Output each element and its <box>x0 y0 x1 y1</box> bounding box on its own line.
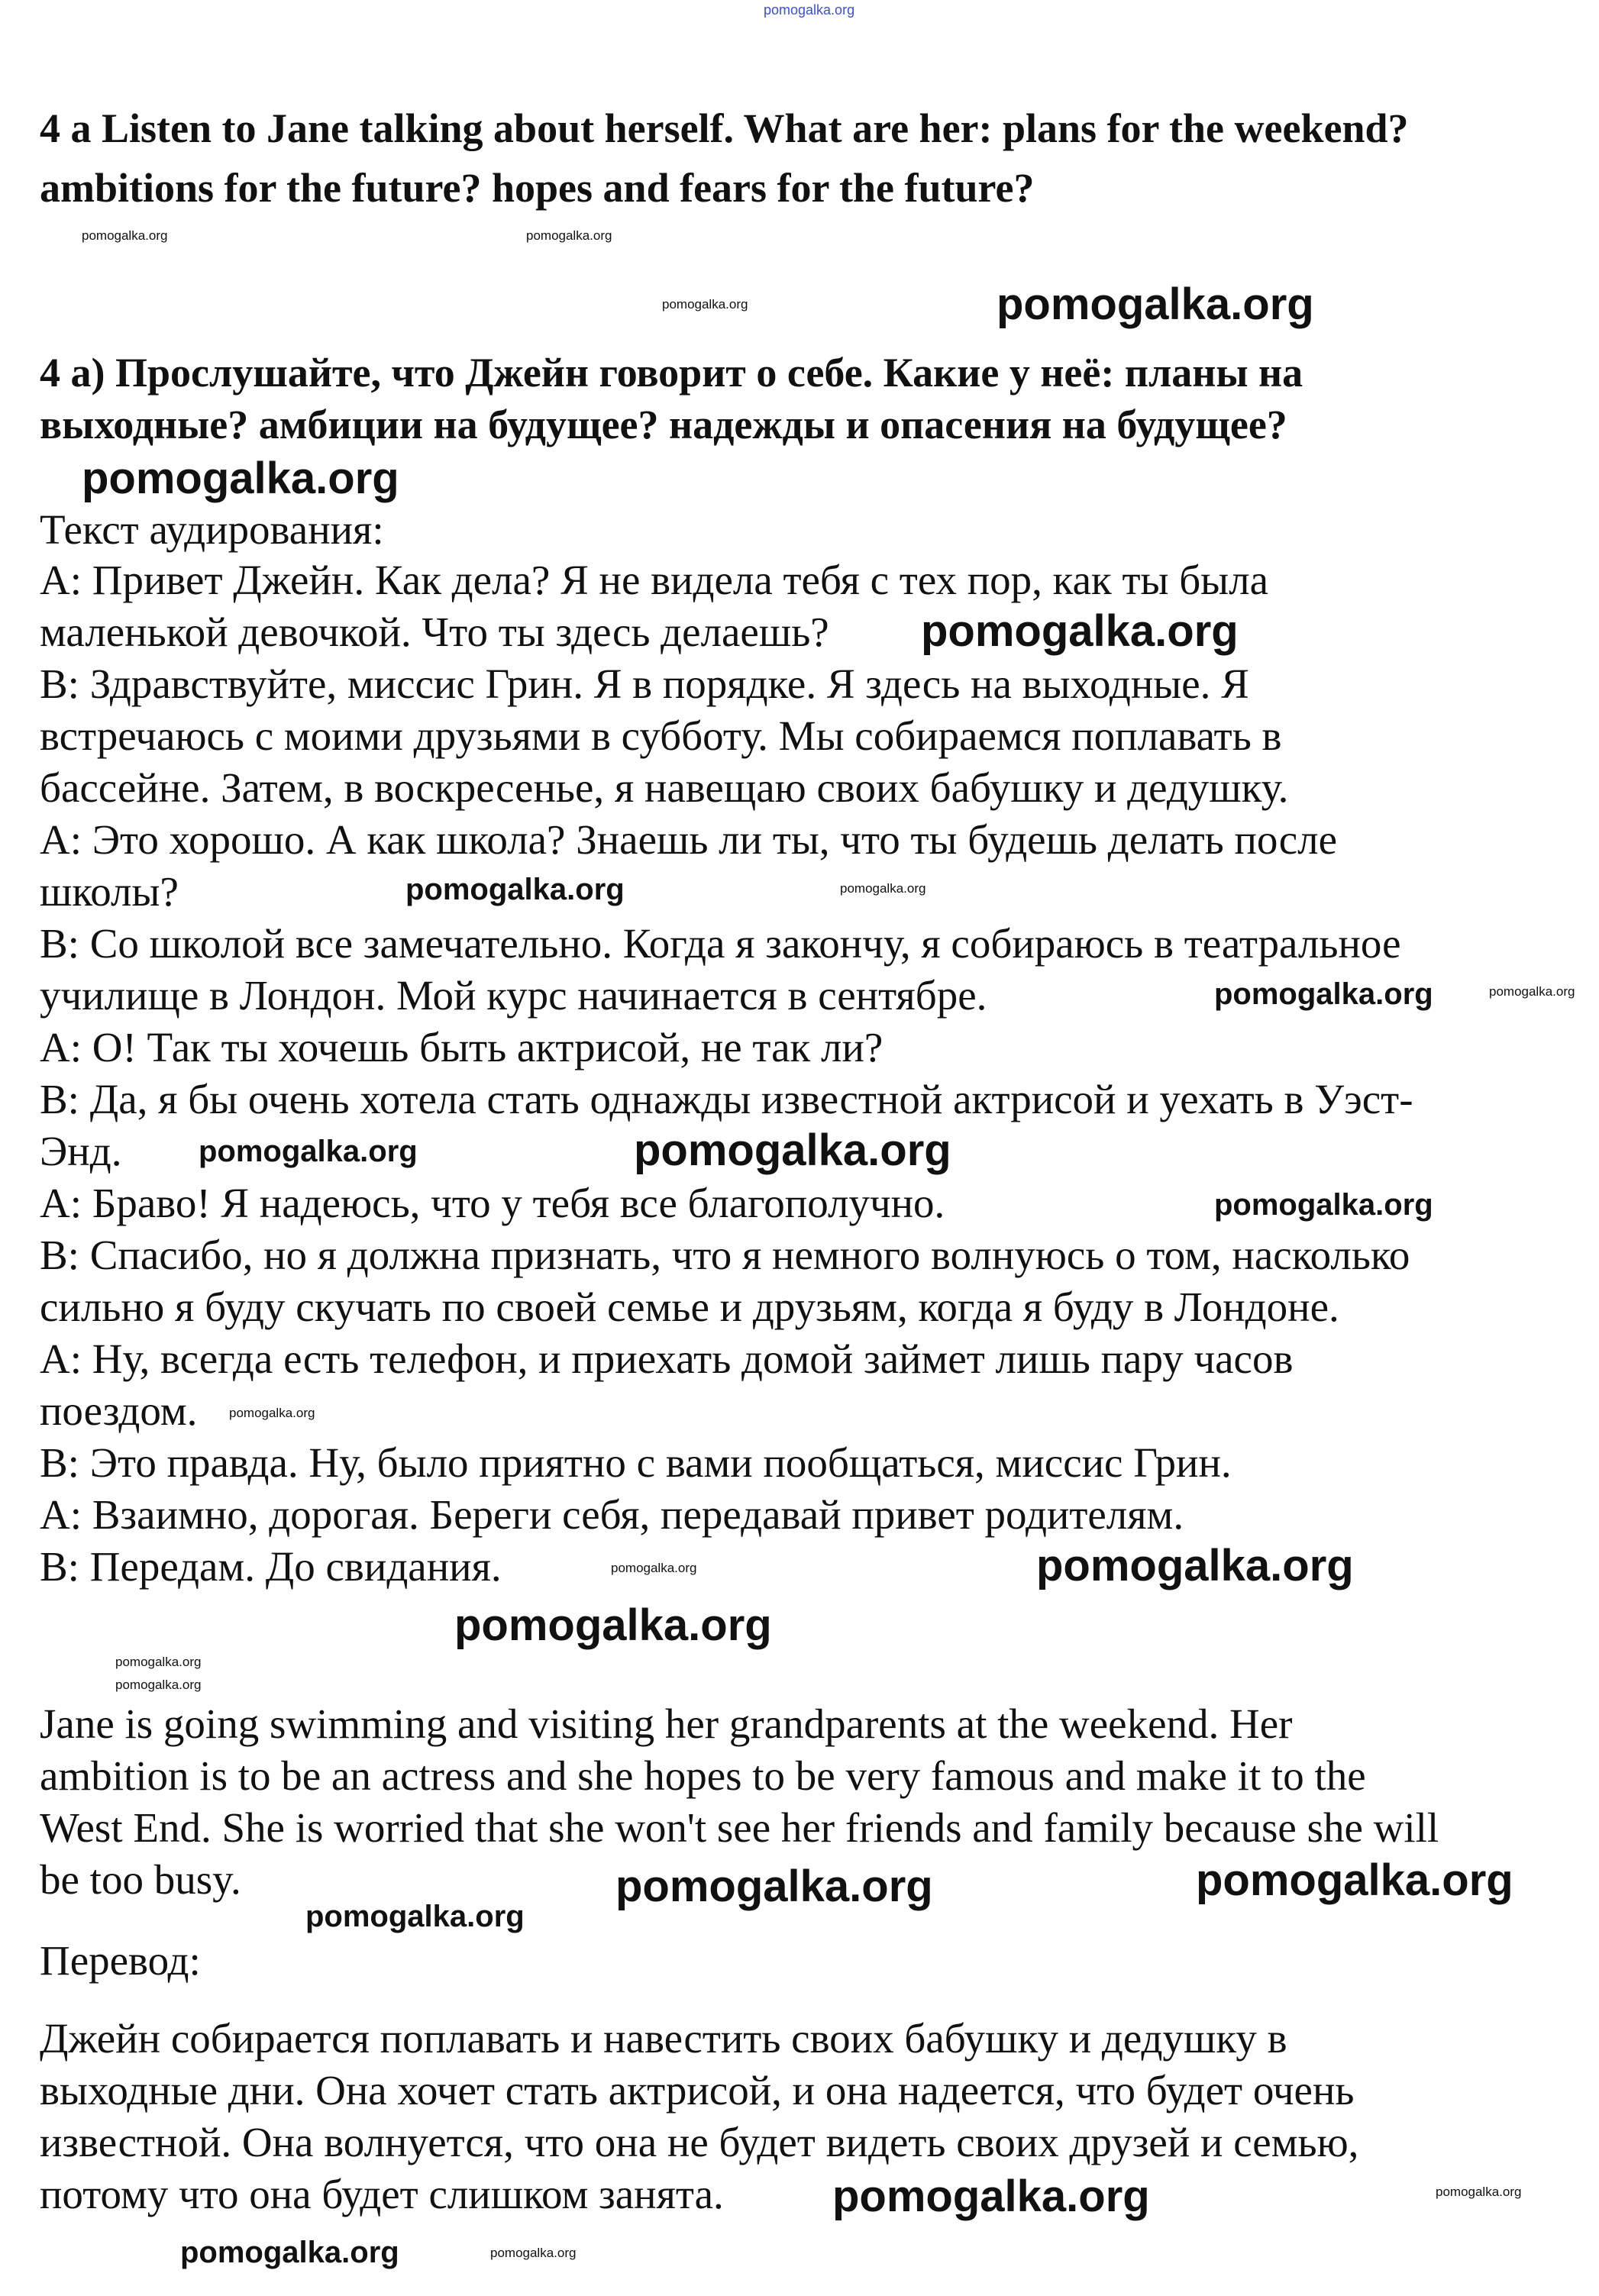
transcript-line: В: Со школой все замечательно. Когда я закончу, я собираюсь в театральное <box>40 920 1401 967</box>
transcript-line: сильно я буду скучать по своей семье и друзьям, когда я буду в Лондоне. <box>40 1284 1339 1330</box>
transcript-line: встречаюсь с моими друзьями в субботу. Мы собираемся поплавать в <box>40 712 1282 759</box>
translation-label: Перевод: <box>40 1937 201 1984</box>
transcript-line: В: Да, я бы очень хотела стать однажды известной актрисой и уехать в Уэст- <box>40 1076 1413 1122</box>
answer-line: Jane is going swimming and visiting her grandparents at the weekend. Her <box>40 1700 1293 1747</box>
task-heading-ru-line: выходные? амбиции на будущее? надежды и опасения на будущее? <box>40 402 1287 447</box>
transcript-line: А: Это хорошо. А как школа? Знаешь ли ты, что ты будешь делать после <box>40 816 1338 863</box>
watermark: pomogalka.org <box>82 228 168 243</box>
watermark: pomogalka.org <box>405 873 625 906</box>
watermark: pomogalka.org <box>611 1561 697 1575</box>
watermark: pomogalka.org <box>764 2 855 18</box>
transcript-line: А: Браво! Я надеюсь, что у тебя все благополучно. <box>40 1180 945 1226</box>
transcript-line: училище в Лондон. Мой курс начинается в сентябре. <box>40 972 987 1019</box>
watermark: pomogalka.org <box>490 2246 577 2260</box>
transcript-line: В: Это правда. Ну, было приятно с вами пообщаться, миссис Грин. <box>40 1439 1232 1486</box>
watermark: pomogalka.org <box>615 1862 933 1911</box>
translation-line: Джейн собирается поплавать и навестить своих бабушку и дедушку в <box>40 2015 1287 2062</box>
task-heading-en-line: 4 a Listen to Jane talking about herself. What are her: plans for the weekend? <box>40 105 1409 151</box>
watermark: pomogalka.org <box>180 2236 399 2269</box>
transcript-line: А: Ну, всегда есть телефон, и приехать домой займет лишь пару часов <box>40 1335 1294 1382</box>
transcript-line: маленькой девочкой. Что ты здесь делаешь? <box>40 609 829 655</box>
watermark: pomogalka.org <box>921 606 1239 656</box>
task-heading-ru-line: 4 а) Прослушайте, что Джейн говорит о себе. Какие у неё: планы на <box>40 350 1303 396</box>
watermark: pomogalka.org <box>997 279 1314 329</box>
watermark: pomogalka.org <box>229 1406 315 1420</box>
transcript-line: В: Передам. До свидания. <box>40 1543 502 1590</box>
task-heading-en-line: ambitions for the future? hopes and fears for the future? <box>40 165 1035 211</box>
watermark: pomogalka.org <box>840 881 926 896</box>
watermark: pomogalka.org <box>634 1125 951 1175</box>
transcript-line: А: Привет Джейн. Как дела? Я не видела тебя с тех пор, как ты была <box>40 557 1268 603</box>
translation-line: известной. Она волнуется, что она не будет видеть своих друзей и семью, <box>40 2119 1359 2165</box>
watermark: pomogalka.org <box>1214 977 1433 1011</box>
watermark: pomogalka.org <box>526 228 612 243</box>
transcript-line: бассейне. Затем, в воскресенье, я навещаю своих бабушку и дедушку. <box>40 764 1289 811</box>
watermark: pomogalka.org <box>1489 984 1575 999</box>
transcript-line: поездом. <box>40 1387 198 1434</box>
transcript-line: А: Взаимно, дорогая. Береги себя, передавай привет родителям. <box>40 1491 1184 1538</box>
watermark: pomogalka.org <box>1036 1541 1354 1590</box>
answer-line: ambition is to be an actress and she hopes to be very famous and make it to the <box>40 1752 1366 1799</box>
watermark: pomogalka.org <box>1196 1855 1513 1905</box>
transcript-line: В: Спасибо, но я должна признать, что я немного волнуюсь о том, насколько <box>40 1232 1410 1278</box>
watermark: pomogalka.org <box>454 1600 772 1650</box>
watermark: pomogalka.org <box>82 454 399 503</box>
answer-line: West End. She is worried that she won't see her friends and family because she will <box>40 1804 1439 1851</box>
translation-line: выходные дни. Она хочет стать актрисой, и она надеется, что будет очень <box>40 2067 1355 2114</box>
watermark: pomogalka.org <box>115 1655 202 1669</box>
transcript-line: А: О! Так ты хочешь быть актрисой, не так ли? <box>40 1024 883 1070</box>
transcript-line: В: Здравствуйте, миссис Грин. Я в порядке. Я здесь на выходные. Я <box>40 660 1249 707</box>
watermark: pomogalka.org <box>1436 2185 1522 2199</box>
watermark: pomogalka.org <box>1214 1188 1433 1222</box>
watermark: pomogalka.org <box>662 297 748 312</box>
watermark: pomogalka.org <box>115 1678 202 1692</box>
translation-line: потому что она будет слишком занята. <box>40 2171 724 2217</box>
answer-line: be too busy. <box>40 1856 241 1903</box>
transcript-line: школы? <box>40 868 179 915</box>
watermark: pomogalka.org <box>832 2172 1150 2221</box>
transcript-label: Текст аудирования: <box>40 506 384 553</box>
watermark: pomogalka.org <box>199 1135 418 1168</box>
watermark: pomogalka.org <box>305 1900 525 1933</box>
transcript-line: Энд. <box>40 1128 122 1174</box>
